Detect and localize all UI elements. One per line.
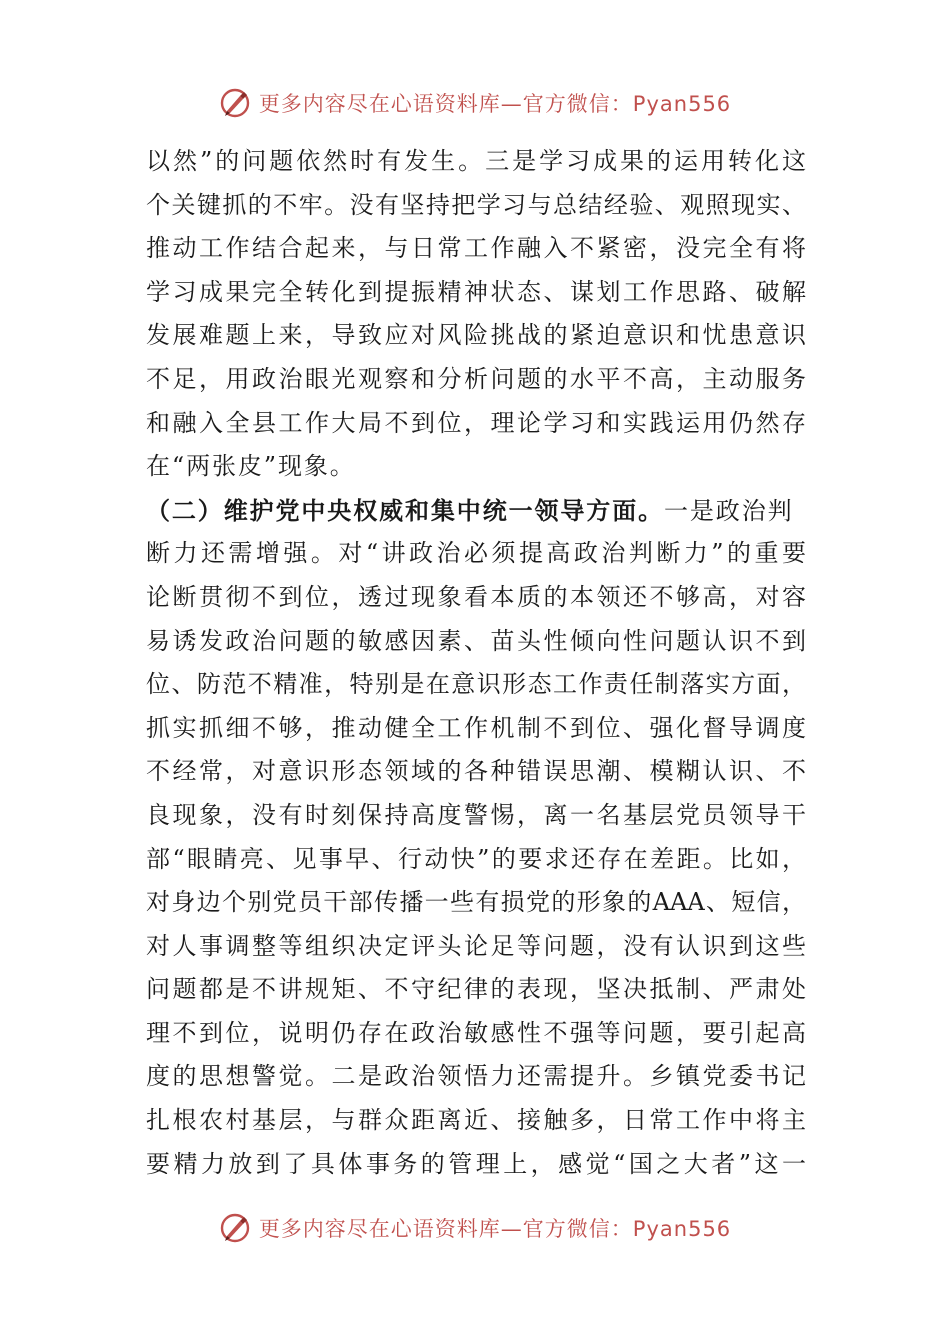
- section-heading-rest: 一是政治判: [664, 496, 794, 525]
- text-line: 对人事调整等组织决定评头论足等问题，没有认识到这些: [146, 931, 806, 960]
- pen-logo-icon: [219, 1212, 251, 1244]
- text-line: 和融入全县工作大局不到位，理论学习和实践运用仍然存: [146, 408, 806, 437]
- document-body: [146, 140, 806, 1186]
- text-line: 不足，用政治眼光观察和分析问题的水平不高，主动服务: [146, 364, 806, 393]
- text-line: 在“两张皮”现象。: [146, 452, 356, 481]
- footer-watermark: [0, 1208, 950, 1248]
- text-line: 学习成果完全转化到提振精神状态、谋划工作思路、破解: [146, 277, 806, 306]
- watermark-text: 更多内容尽在心语资料库—官方微信：Pyan556: [258, 92, 732, 116]
- section-heading-line: [146, 489, 806, 533]
- text-line: 良现象，没有时刻保持高度警惕，离一名基层党员领导干: [146, 800, 806, 829]
- text-line: 理不到位，说明仍存在政治敏感性不强等问题，要引起高: [146, 1018, 806, 1047]
- section-heading: （二）维护党中央权威和集中统一领导方面。: [146, 495, 664, 525]
- text-line: 推动工作结合起来，与日常工作融入不紧密，没完全有将: [146, 234, 806, 263]
- text-line: 抓实抓细不够，推动健全工作机制不到位、强化督导调度: [146, 713, 806, 742]
- text-line: 问题都是不讲规矩、不守纪律的表现，坚决抵制、严肃处: [146, 975, 806, 1004]
- text-line: 对身边个别党员干部传播一些有损党的形象的AAA、短信，: [146, 888, 806, 917]
- text-line: 不经常，对意识形态领域的各种错误思潮、模糊认识、不: [146, 757, 806, 786]
- pen-logo-icon: [219, 87, 251, 119]
- text-line: 易诱发政治问题的敏感因素、苗头性倾向性问题认识不到: [146, 626, 806, 655]
- text-line: 要精力放到了具体事务的管理上，感觉“国之大者”这一: [146, 1149, 806, 1178]
- text-line: 位、防范不精准，特别是在意识形态工作责任制落实方面，: [146, 670, 806, 699]
- text-line: 个关键抓的不牢。没有坚持把学习与总结经验、观照现实、: [146, 190, 806, 219]
- text-line: 度的思想警觉。二是政治领悟力还需提升。乡镇党委书记: [146, 1062, 806, 1091]
- text-line: 论断贯彻不到位，透过现象看本质的本领还不够高，对容: [146, 582, 806, 611]
- header-watermark: [0, 83, 950, 123]
- text-line: 以然”的问题依然时有发生。三是学习成果的运用转化这: [146, 147, 806, 175]
- watermark-text: 更多内容尽在心语资料库—官方微信：Pyan556: [258, 1217, 732, 1241]
- text-line: 发展难题上来，导致应对风险挑战的紧迫意识和忧患意识: [146, 321, 806, 350]
- text-line: 扎根农村基层，与群众距离近、接触多，日常工作中将主: [146, 1106, 806, 1135]
- text-line: 断力还需增强。对“讲政治必须提高政治判断力”的重要: [146, 539, 806, 568]
- text-line: 部“眼睛亮、见事早、行动快”的要求还存在差距。比如，: [146, 844, 806, 873]
